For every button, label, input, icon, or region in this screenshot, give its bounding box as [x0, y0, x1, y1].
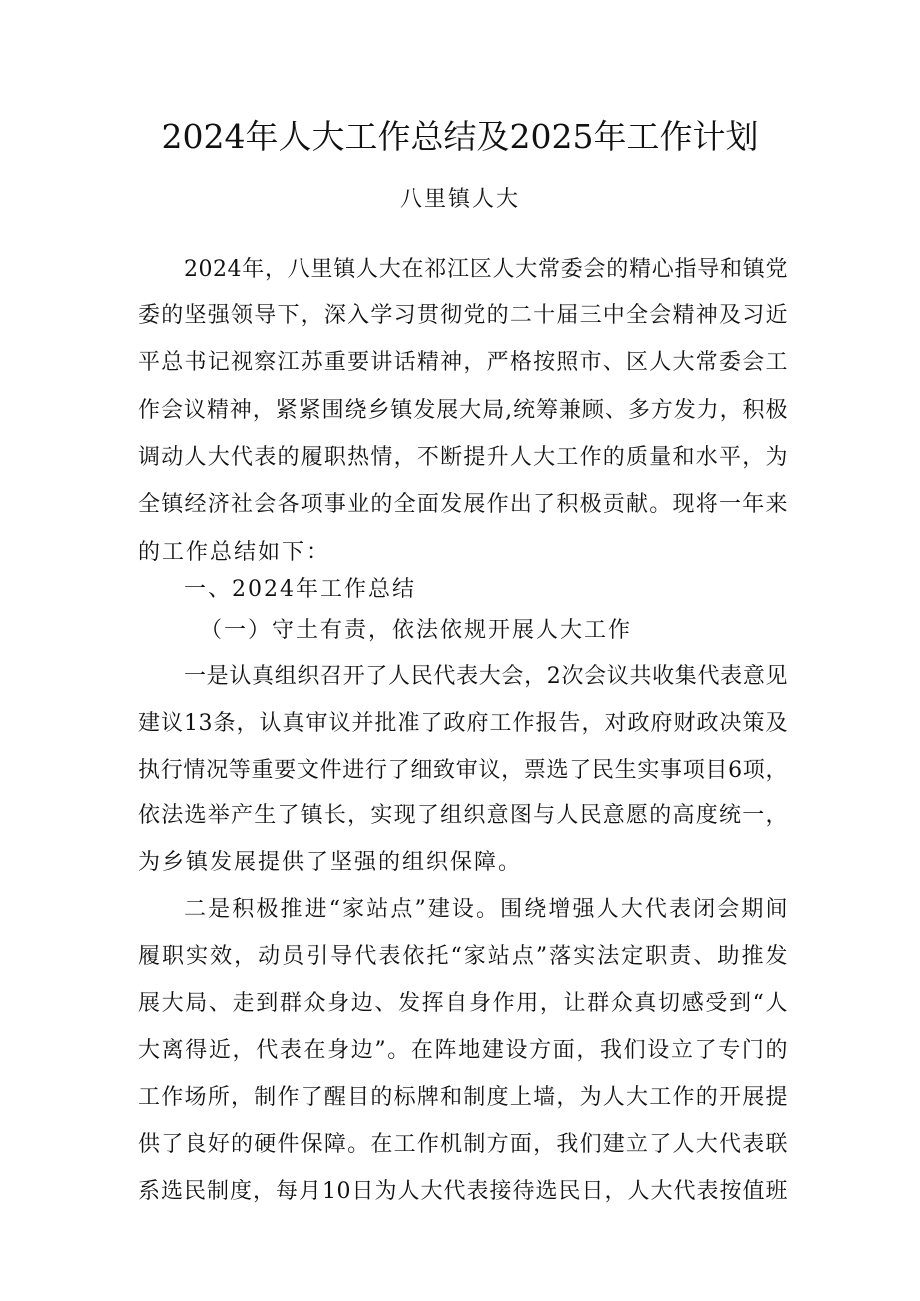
paragraph-line: 2024年，八里镇人大在祁江区人大常委会的精心指导和镇党	[184, 257, 788, 282]
paragraph-line: 系选民制度，每月10日为人大代表接待选民日，人大代表按值班	[138, 1179, 788, 1204]
paragraph-line: 平总书记视察江苏重要讲话精神，严格按照市、区人大常委会工	[138, 350, 788, 375]
paragraph-line: 为乡镇发展提供了坚强的组织保障。	[138, 850, 523, 875]
paragraph-line: 的工作总结如下：	[138, 540, 331, 565]
paragraph-line: 作会议精神，紧紧围绕乡镇发展大局,统筹兼顾、多方发力，积极	[138, 398, 788, 423]
paragraph-line: 委的坚强领导下，深入学习贯彻党的二十届三中全会精神及习近	[138, 303, 788, 328]
paragraph-line: 依法选举产生了镇长，实现了组织意图与人民意愿的高度统一，	[138, 803, 788, 828]
paragraph-line: 履职实效，动员引导代表依托“家站点”落实法定职责、助推发	[138, 944, 788, 969]
paragraph-line: 一是认真组织召开了人民代表大会，2次会议共收集代表意见	[184, 664, 788, 689]
paragraph-line: 展大局、走到群众身边、发挥自身作用，让群众真切感受到“人	[138, 991, 788, 1016]
document-author: 八里镇人大	[399, 187, 520, 212]
subsection-heading: （一）守土有责，依法依规开展人大工作	[200, 618, 633, 643]
paragraph-line: 执行情况等重要文件进行了细致审议，票选了民生实事项目6项，	[138, 758, 788, 783]
paragraph-line: 工作场所，制作了醒目的标牌和制度上墙，为人大工作的开展提	[138, 1085, 788, 1110]
paragraph-line: 二是积极推进“家站点”建设。围绕增强人大代表闭会期间	[184, 897, 788, 922]
document-title: 2024年人大工作总结及2025年工作计划	[161, 117, 759, 156]
paragraph-line: 大离得近，代表在身边”。在阵地建设方面，我们设立了专门的	[138, 1038, 788, 1063]
section-heading: 一、2024年工作总结	[184, 577, 416, 602]
paragraph-line: 调动人大代表的履职热情，不断提升人大工作的质量和水平，为	[138, 445, 788, 470]
paragraph-line: 建议13条，认真审议并批准了政府工作报告，对政府财政决策及	[138, 711, 788, 736]
paragraph-line: 供了良好的硬件保障。在工作机制方面，我们建立了人大代表联	[138, 1132, 788, 1157]
paragraph-line: 全镇经济社会各项事业的全面发展作出了积极贡献。现将一年来	[138, 492, 788, 517]
